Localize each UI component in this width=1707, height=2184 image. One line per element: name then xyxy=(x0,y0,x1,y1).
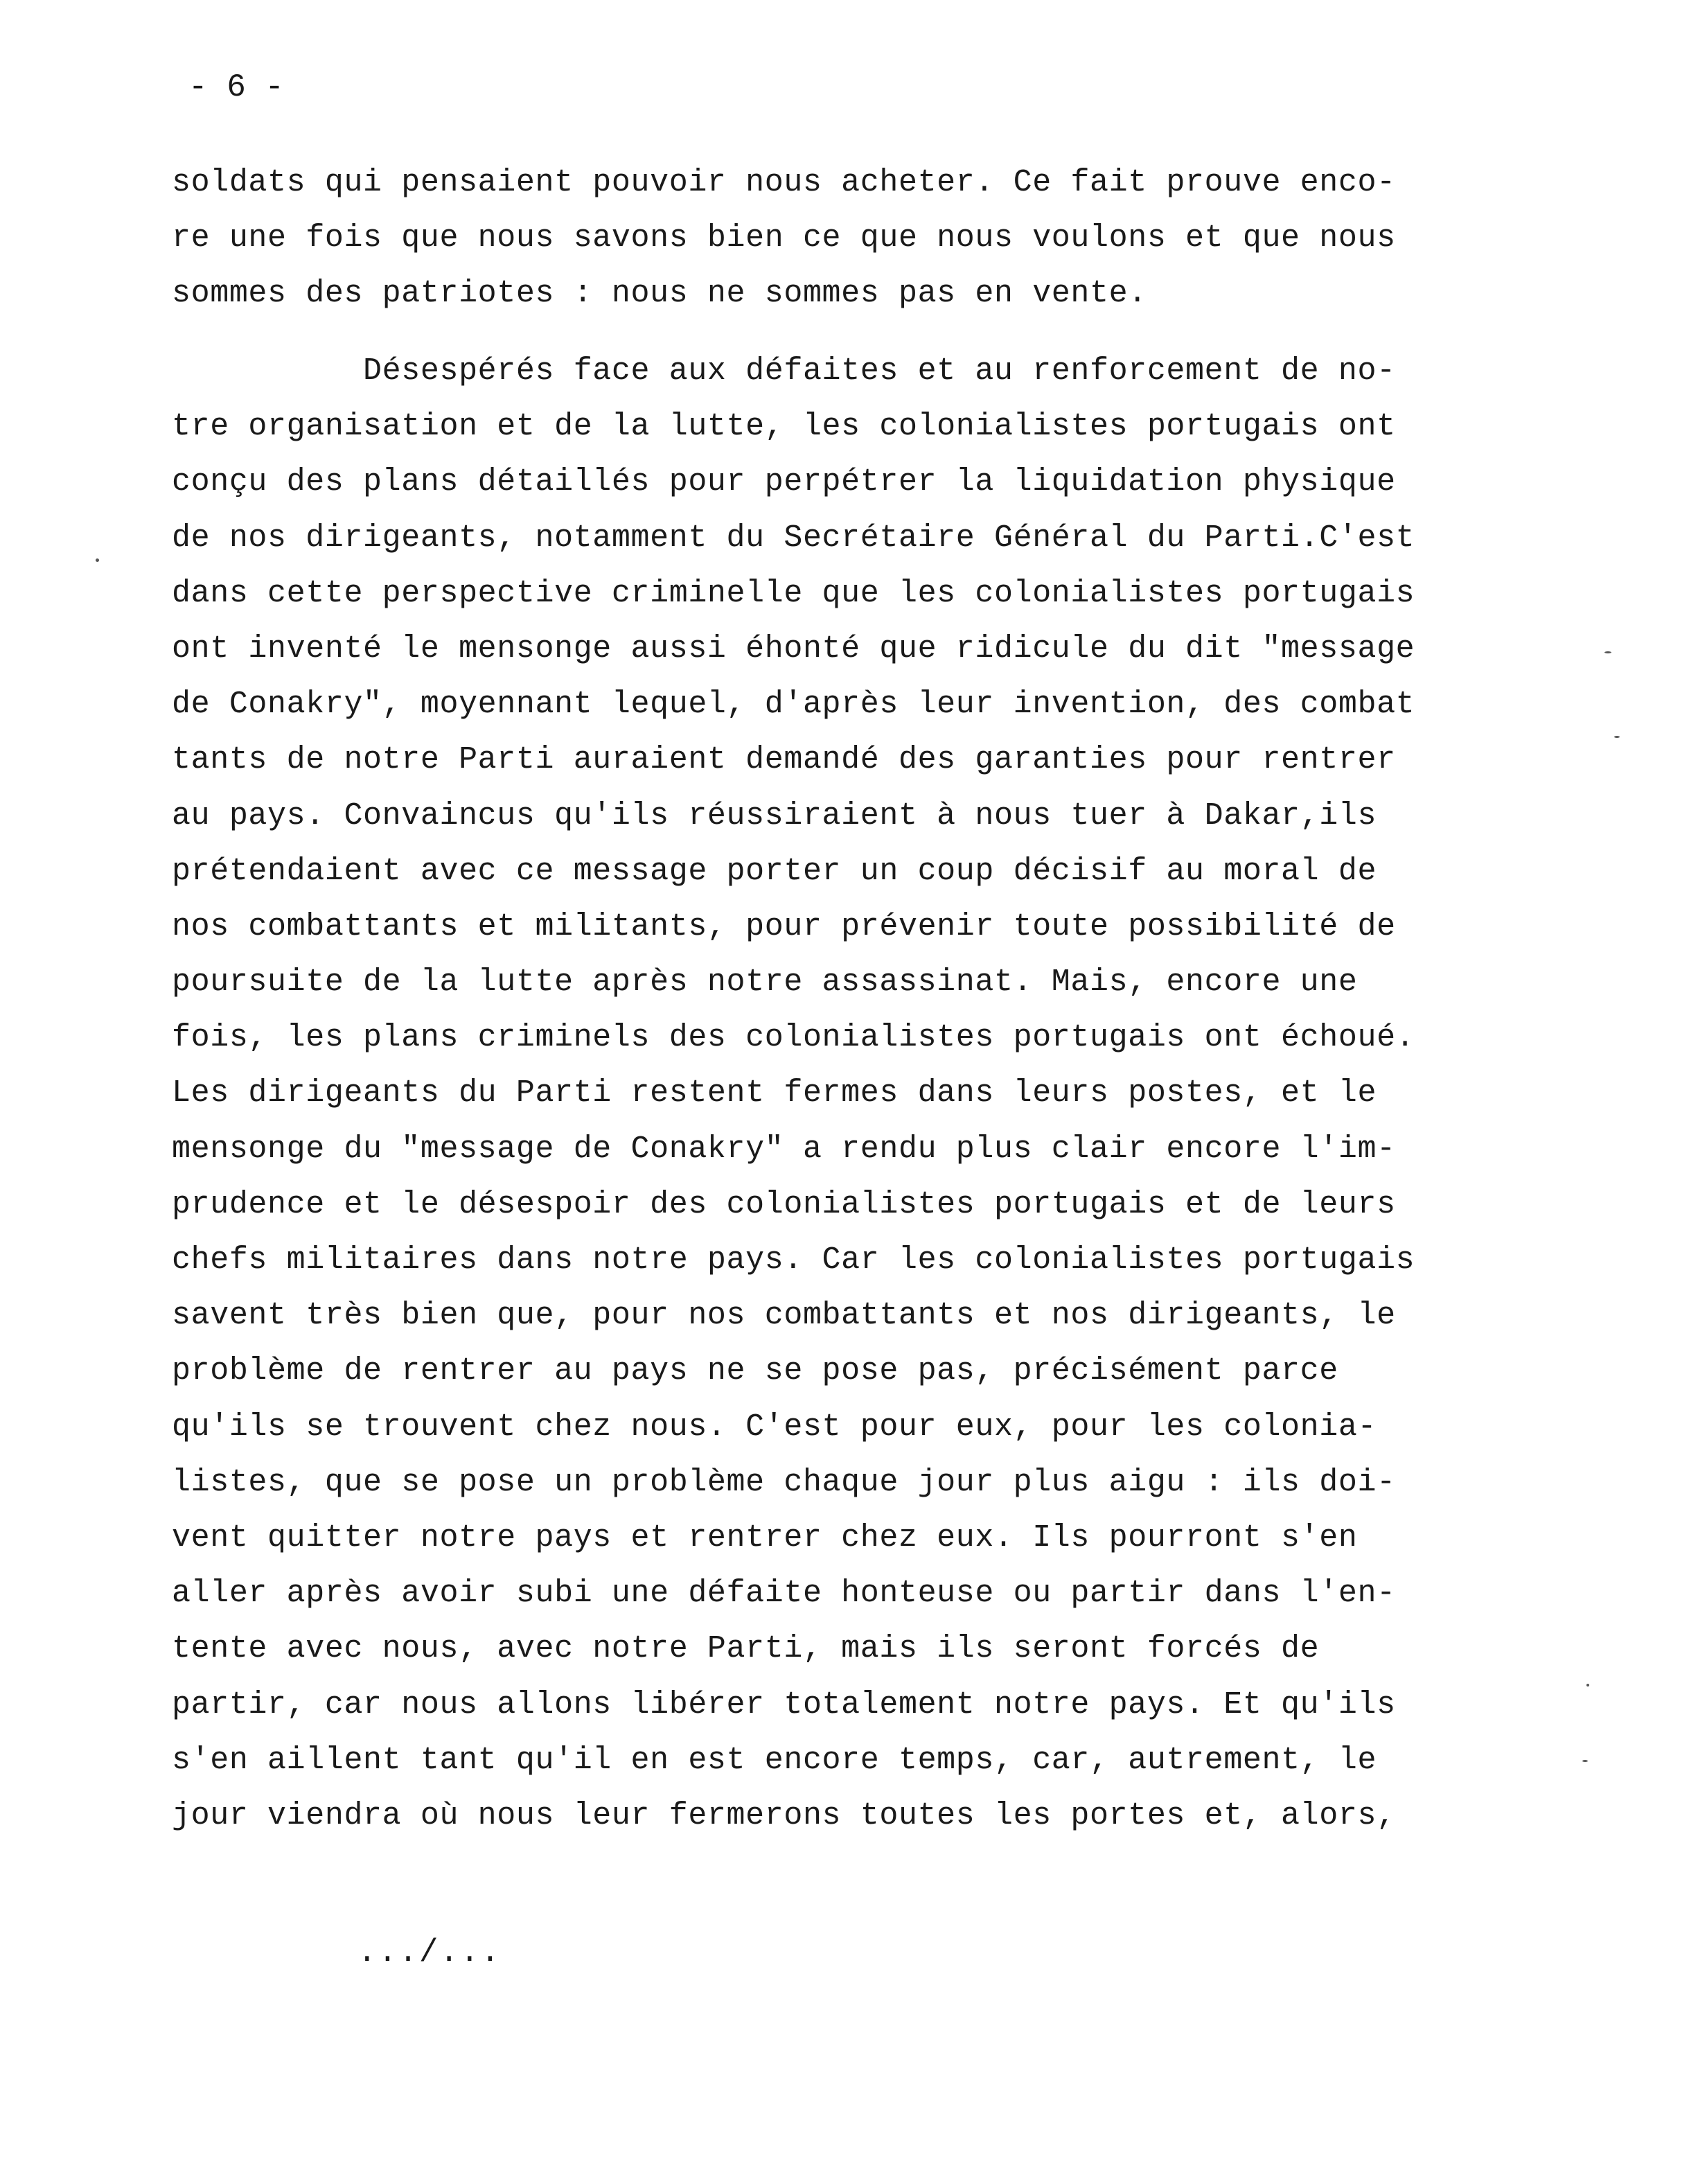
text-line: Désespérés face aux défaites et au renforcement de no- xyxy=(172,353,1396,389)
text-line: problème de rentrer au pays ne se pose pas, précisément parce xyxy=(172,1353,1338,1389)
text-line: jour viendra où nous leur fermerons toutes les portes et, alors, xyxy=(172,1797,1396,1833)
text-line: poursuite de la lutte après notre assassinat. Mais, encore une xyxy=(172,965,1358,1001)
page-number: - 6 - xyxy=(188,69,285,105)
continuation-mark: .../... xyxy=(357,1935,502,1971)
paper-speck xyxy=(1582,1760,1588,1762)
text-line: tants de notre Parti auraient demandé des garanties pour rentrer xyxy=(172,742,1396,778)
text-line: partir, car nous allons libérer totalement notre pays. Et qu'ils xyxy=(172,1687,1396,1723)
text-line: fois, les plans criminels des colonialistes portugais ont échoué. xyxy=(172,1020,1415,1056)
text-line: de Conakry", moyennant lequel, d'après leur invention, des combat xyxy=(172,687,1415,723)
text-line: prudence et le désespoir des colonialistes portugais et de leurs xyxy=(172,1186,1396,1222)
paper-speck xyxy=(1604,651,1611,653)
text-line: qu'ils se trouvent chez nous. C'est pour eux, pour les colonia- xyxy=(172,1409,1377,1445)
text-line: soldats qui pensaient pouvoir nous acheter. Ce fait prouve enco- xyxy=(172,165,1396,200)
text-line: nos combattants et militants, pour prévenir toute possibilité de xyxy=(172,908,1396,944)
text-line: savent très bien que, pour nos combattants et nos dirigeants, le xyxy=(172,1298,1396,1334)
paper-speck xyxy=(1614,736,1620,738)
paper-speck xyxy=(1586,1684,1589,1687)
text-line: re une fois que nous savons bien ce que nous voulons et que nous xyxy=(172,220,1396,256)
paper-speck xyxy=(96,558,99,562)
text-line: Les dirigeants du Parti restent fermes dans leurs postes, et le xyxy=(172,1075,1377,1111)
text-line: prétendaient avec ce message porter un coup décisif au moral de xyxy=(172,853,1377,889)
text-line: dans cette perspective criminelle que les colonialistes portugais xyxy=(172,575,1415,611)
text-line: listes, que se pose un problème chaque jour plus aigu : ils doi- xyxy=(172,1464,1396,1500)
text-line: s'en aillent tant qu'il en est encore temps, car, autrement, le xyxy=(172,1742,1377,1778)
text-line: tente avec nous, avec notre Parti, mais ils seront forcés de xyxy=(172,1631,1320,1667)
paragraph-1 xyxy=(172,155,1516,322)
text-line: tre organisation et de la lutte, les colonialistes portugais ont xyxy=(172,409,1396,445)
text-line: mensonge du "message de Conakry" a rendu plus clair encore l'im- xyxy=(172,1131,1396,1167)
text-line: de nos dirigeants, notamment du Secrétaire Général du Parti.C'est xyxy=(172,520,1415,556)
text-line: sommes des patriotes : nous ne sommes pas en vente. xyxy=(172,276,1147,312)
text-line: vent quitter notre pays et rentrer chez eux. Ils pourront s'en xyxy=(172,1520,1358,1556)
text-line: au pays. Convaincus qu'ils réussiraient à nous tuer à Dakar,ils xyxy=(172,798,1377,834)
text-line: ont inventé le mensonge aussi éhonté que ridicule du dit "message xyxy=(172,631,1415,667)
paragraph-2 xyxy=(172,344,1516,1844)
text-line: chefs militaires dans notre pays. Car les colonialistes portugais xyxy=(172,1242,1415,1278)
text-line: aller après avoir subi une défaite honteuse ou partir dans l'en- xyxy=(172,1576,1396,1612)
text-line: conçu des plans détaillés pour perpétrer la liquidation physique xyxy=(172,464,1396,500)
